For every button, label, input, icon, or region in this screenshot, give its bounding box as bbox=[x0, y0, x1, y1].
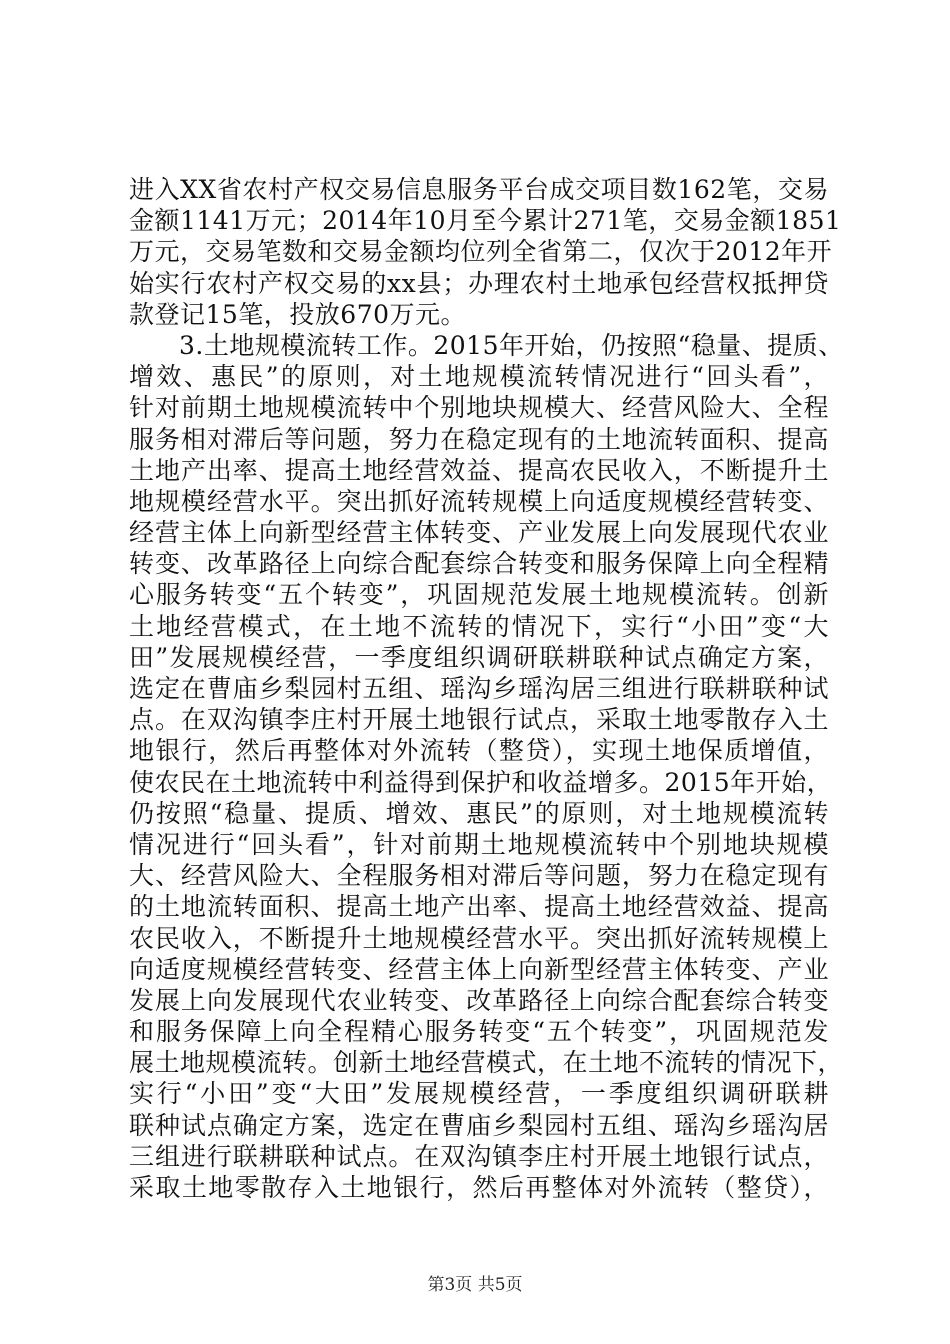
text-line: 地规模经营水平。突出抓好流转规模上向适度规模经营转变、 bbox=[129, 486, 829, 516]
page-footer bbox=[0, 1270, 950, 1295]
text-line: 农民收入，不断提升土地规模经营水平。突出抓好流转规模上 bbox=[129, 923, 829, 953]
document-body bbox=[129, 174, 844, 1203]
text-line: 地银行，然后再整体对外流转（整贷），实现土地保质增值， bbox=[129, 736, 829, 766]
paragraph-first-line: 3.土地规模流转工作。2015年开始，仍按照“稳量、提质、 bbox=[179, 330, 844, 360]
text-line: 使农民在土地流转中利益得到保护和收益增多。2015年开始， bbox=[129, 767, 833, 797]
text-line: 进入XX省农村产权交易信息服务平台成交项目数162笔，交易 bbox=[129, 175, 829, 204]
text-line: 经营主体上向新型经营主体转变、产业发展上向发展现代农业 bbox=[129, 518, 829, 548]
text-line: 联种试点确定方案，选定在曹庙乡梨园村五组、瑶沟乡瑶沟居 bbox=[129, 1110, 829, 1140]
text-line: 发展上向发展现代农业转变、改革路径上向综合配套综合转变 bbox=[129, 985, 829, 1015]
text-line: 土地产出率、提高土地经营效益、提高农民收入，不断提升土 bbox=[129, 455, 829, 485]
text-line: 心服务转变“五个转变”，巩固规范发展土地规模流转。创新 bbox=[129, 580, 829, 610]
text-line: 款登记15笔，投放670万元。 bbox=[129, 299, 467, 329]
text-line: 三组进行联耕联种试点。在双沟镇李庄村开展土地银行试点， bbox=[129, 1141, 829, 1171]
text-line: 的土地流转面积、提高土地产出率、提高土地经营效益、提高 bbox=[129, 892, 829, 922]
text-line: 和服务保障上向全程精心服务转变“五个转变”，巩固规范发 bbox=[129, 1017, 829, 1047]
text-line: 仍按照“稳量、提质、增效、惠民”的原则，对土地规模流转 bbox=[129, 798, 829, 828]
page-number-label: 第3页 共5页 bbox=[427, 1275, 523, 1295]
text-line: 田”发展规模经营，一季度组织调研联耕联种试点确定方案， bbox=[129, 642, 829, 672]
text-line: 始实行农村产权交易的xx县；办理农村土地承包经营权抵押贷 bbox=[129, 268, 829, 298]
text-line: 服务相对滞后等问题，努力在稳定现有的土地流转面积、提高 bbox=[129, 424, 829, 454]
text-line: 增效、惠民”的原则，对土地规模流转情况进行“回头看”， bbox=[129, 362, 829, 392]
text-line: 实行“小田”变“大田”发展规模经营，一季度组织调研联耕 bbox=[129, 1079, 829, 1109]
text-line: 采取土地零散存入土地银行，然后再整体对外流转（整贷）， bbox=[129, 1173, 829, 1202]
text-line: 金额1141万元；2014年10月至今累计271笔，交易金额1851 bbox=[129, 206, 842, 236]
text-line: 大、经营风险大、全程服务相对滞后等问题，努力在稳定现有 bbox=[129, 861, 829, 891]
text-line: 转变、改革路径上向综合配套综合转变和服务保障上向全程精 bbox=[129, 549, 829, 579]
text-line: 土地经营模式，在土地不流转的情况下，实行“小田”变“大 bbox=[129, 611, 829, 641]
text-line: 向适度规模经营转变、经营主体上向新型经营主体转变、产业 bbox=[129, 954, 829, 984]
text-line: 针对前期土地规模流转中个别地块规模大、经营风险大、全程 bbox=[129, 393, 829, 423]
text-line: 万元，交易笔数和交易金额均位列全省第二，仅次于2012年开 bbox=[129, 237, 833, 267]
text-line: 展土地规模流转。创新土地经营模式，在土地不流转的情况下， bbox=[129, 1048, 844, 1078]
text-line: 选定在曹庙乡梨园村五组、瑶沟乡瑶沟居三组进行联耕联种试 bbox=[129, 674, 829, 703]
text-line: 点。在双沟镇李庄村开展土地银行试点，采取土地零散存入土 bbox=[129, 705, 829, 735]
text-line: 情况进行“回头看”，针对前期土地规模流转中个别地块规模 bbox=[129, 829, 829, 859]
